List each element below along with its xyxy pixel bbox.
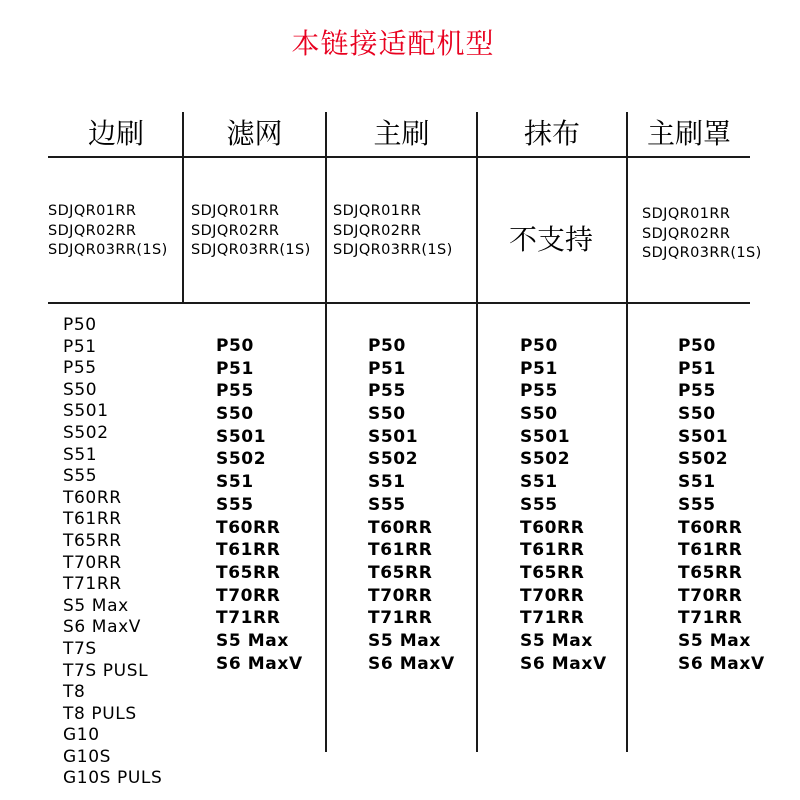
column-divider-3	[476, 112, 478, 752]
model-item: P50	[216, 336, 254, 356]
model-item: S501	[63, 401, 109, 422]
part-code: SDJQR01RR	[333, 203, 422, 219]
model-item: S6 MaxV	[63, 617, 141, 638]
codes-main-brush-cover	[642, 205, 762, 264]
model-item: S502	[216, 449, 267, 470]
model-item: S5 Max	[678, 630, 751, 651]
model-item: S5 Max	[368, 630, 441, 651]
model-item: T61RR	[216, 540, 281, 561]
codes-side-brush	[48, 202, 168, 261]
model-item: P55	[520, 381, 558, 402]
model-item: S502	[368, 449, 419, 470]
codes-divider	[48, 302, 750, 304]
model-item: T70RR	[520, 585, 585, 606]
model-item: T71RR	[63, 574, 122, 595]
model-item: T70RR	[63, 552, 122, 573]
model-item: S51	[216, 472, 254, 493]
model-item: T70RR	[678, 585, 743, 606]
model-item: P50	[520, 336, 558, 356]
model-item: T71RR	[216, 608, 281, 629]
model-item: T65RR	[368, 562, 433, 583]
model-item: P55	[368, 381, 406, 402]
header-side-brush: 边刷	[87, 117, 144, 150]
model-item: T7S PUSL	[63, 660, 149, 681]
part-code: SDJQR01RR	[48, 203, 137, 219]
header-mop: 抹布	[523, 117, 580, 150]
model-item: S51	[368, 472, 406, 493]
model-item: S55	[678, 494, 716, 515]
part-code: SDJQR02RR	[642, 225, 731, 242]
model-item: T61RR	[678, 540, 743, 561]
model-item: S501	[520, 426, 571, 447]
model-item: S502	[63, 422, 109, 443]
header-filter: 滤网	[226, 117, 283, 150]
model-item: P51	[678, 358, 716, 379]
model-item: P55	[678, 381, 716, 402]
model-item: P50	[368, 336, 406, 356]
codes-main-brush	[333, 202, 453, 261]
model-item: S502	[520, 449, 571, 470]
mop-not-supported: 不支持	[508, 223, 593, 256]
model-item: S5 Max	[520, 630, 593, 651]
part-code: SDJQR02RR	[48, 222, 137, 239]
model-item: P51	[520, 358, 558, 379]
model-item: T70RR	[368, 585, 433, 606]
model-item: T7S	[63, 638, 97, 659]
models-main-brush-cover	[678, 335, 765, 675]
model-item: S50	[678, 404, 716, 425]
part-code: SDJQR03RR(1S)	[642, 245, 762, 261]
models-mop	[520, 335, 607, 675]
model-item: T60RR	[216, 517, 281, 538]
model-item: S6 MaxV	[368, 653, 455, 674]
model-item: S501	[368, 426, 419, 447]
model-item: S50	[368, 404, 406, 425]
model-item: S51	[63, 444, 98, 465]
model-item: S51	[520, 472, 558, 493]
model-item: S5 Max	[63, 595, 129, 616]
column-divider-4	[626, 112, 628, 752]
part-code: SDJQR02RR	[191, 222, 280, 239]
header-main-brush: 主刷	[373, 117, 430, 150]
part-code: SDJQR03RR(1S)	[191, 242, 311, 258]
model-item: T70RR	[216, 585, 281, 606]
models-filter	[216, 335, 303, 675]
model-item: P51	[63, 336, 97, 357]
model-item: T71RR	[678, 608, 743, 629]
model-item: S51	[678, 472, 716, 493]
model-item: S55	[368, 494, 406, 515]
page-title: 本链接适配机型	[291, 27, 495, 60]
part-code: SDJQR03RR(1S)	[48, 242, 168, 258]
model-item: S502	[678, 449, 729, 470]
model-item: S6 MaxV	[520, 653, 607, 674]
model-item: T65RR	[678, 562, 743, 583]
codes-filter	[191, 202, 311, 261]
model-item: S6 MaxV	[678, 653, 765, 674]
model-item: T61RR	[520, 540, 585, 561]
model-item: T61RR	[368, 540, 433, 561]
model-item: P50	[678, 336, 716, 356]
model-item: S5 Max	[216, 630, 289, 651]
model-item: T61RR	[63, 509, 122, 530]
model-item: S6 MaxV	[216, 653, 303, 674]
model-item: S501	[216, 426, 267, 447]
model-item: S55	[216, 494, 254, 515]
model-item: S50	[63, 379, 98, 400]
part-code: SDJQR03RR(1S)	[333, 242, 453, 258]
model-item: T60RR	[520, 517, 585, 538]
model-item: P51	[368, 358, 406, 379]
model-item: T71RR	[368, 608, 433, 629]
model-item: P50	[63, 315, 97, 335]
column-divider-2	[325, 112, 327, 752]
model-item: G10S PULS	[63, 768, 163, 789]
model-item: T71RR	[520, 608, 585, 629]
model-item: T60RR	[368, 517, 433, 538]
model-item: T60RR	[63, 487, 122, 508]
model-item: T8	[63, 682, 86, 703]
model-item: T65RR	[63, 530, 122, 551]
model-item: T65RR	[520, 562, 585, 583]
model-item: S55	[63, 466, 98, 487]
model-item: S501	[678, 426, 729, 447]
part-code: SDJQR01RR	[642, 206, 731, 222]
model-item: T65RR	[216, 562, 281, 583]
model-item: P55	[216, 381, 254, 402]
part-code: SDJQR01RR	[191, 203, 280, 219]
model-item: G10	[63, 725, 100, 746]
model-item: S50	[520, 404, 558, 425]
model-item: T8 PULS	[63, 703, 137, 724]
model-item: S55	[520, 494, 558, 515]
model-item: G10S	[63, 746, 111, 767]
models-side-brush	[63, 315, 162, 790]
model-item: P55	[63, 358, 97, 379]
models-main-brush	[368, 335, 455, 675]
model-item: T60RR	[678, 517, 743, 538]
header-divider	[48, 156, 750, 158]
header-main-brush-cover: 主刷罩	[646, 117, 731, 150]
part-code: SDJQR02RR	[333, 222, 422, 239]
model-item: P51	[216, 358, 254, 379]
model-item: S50	[216, 404, 254, 425]
